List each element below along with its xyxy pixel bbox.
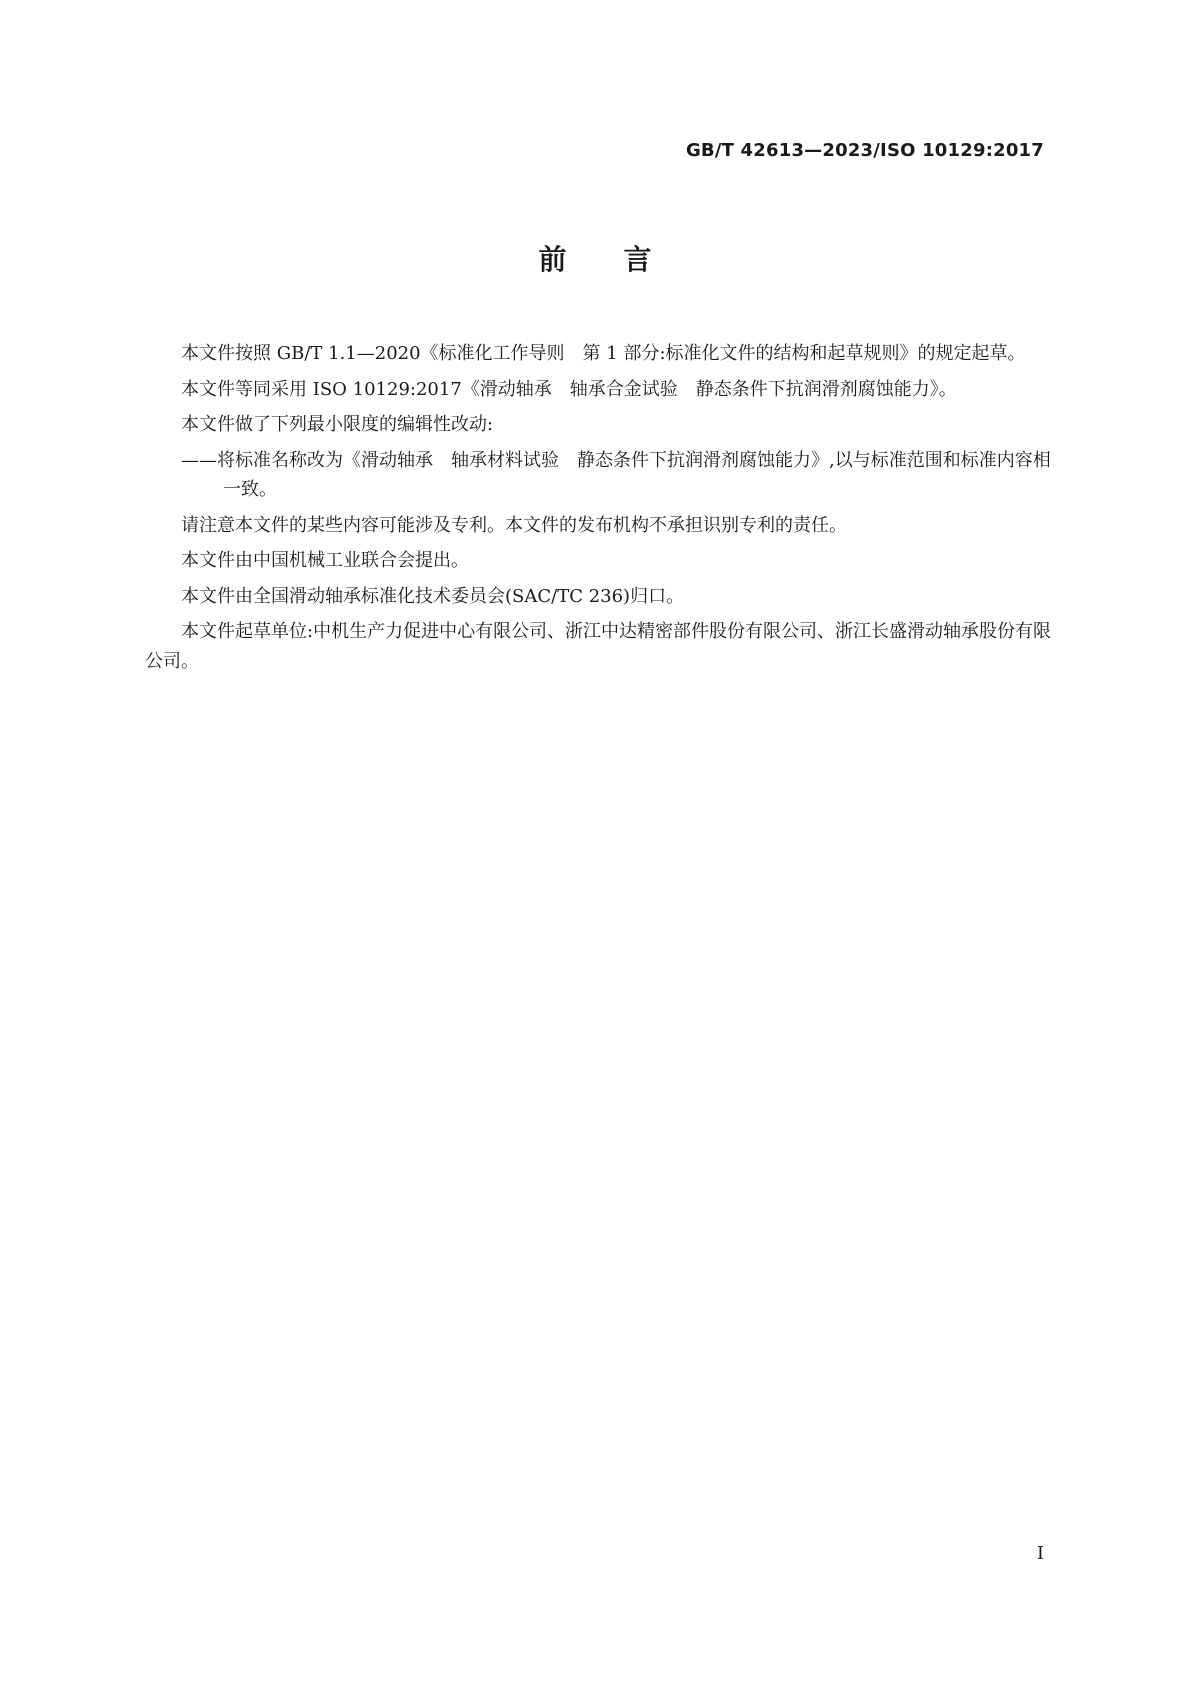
paragraph-adoption: 本文件等同采用 ISO 10129:2017《滑动轴承 轴承合金试验 静态条件下抗润滑剂腐蚀能力》。	[181, 378, 957, 400]
paragraph-patent-notice: 请注意本文件的某些内容可能涉及专利。本文件的发布机构不承担识别专利的责任。	[181, 514, 847, 536]
title-char-1: 前	[538, 243, 568, 276]
paragraph-editorial-changes: 本文件做了下列最小限度的编辑性改动:	[181, 414, 494, 435]
standard-code: GB/T 42613—2023/ISO 10129:2017	[685, 140, 1044, 161]
list-item-title-change: ——将标准名称改为《滑动轴承 轴承材料试验 静态条件下抗润滑剂腐蚀能力》,以与标准范围和标准内容相一致。	[181, 449, 1051, 500]
foreword-body	[145, 339, 1065, 676]
paragraph-proposer: 本文件由中国机械工业联合会提出。	[181, 550, 469, 571]
paragraph-drafting-basis: 本文件按照 GB/T 1.1—2020《标准化工作导则 第 1 部分:标准化文件的结构和起草规则》的规定起草。	[181, 343, 1026, 364]
paragraph-drafting-units: 本文件起草单位:中机生产力促进中心有限公司、浙江中达精密部件股份有限公司、浙江长盛滑动轴承股份有限公司。	[145, 621, 1052, 672]
title-char-2: 言	[623, 243, 653, 276]
paragraph-committee: 本文件由全国滑动轴承标准化技术委员会(SAC/TC 236)归口。	[181, 585, 685, 607]
page-number: Ⅰ	[1036, 1543, 1044, 1564]
page-title	[0, 238, 1191, 278]
